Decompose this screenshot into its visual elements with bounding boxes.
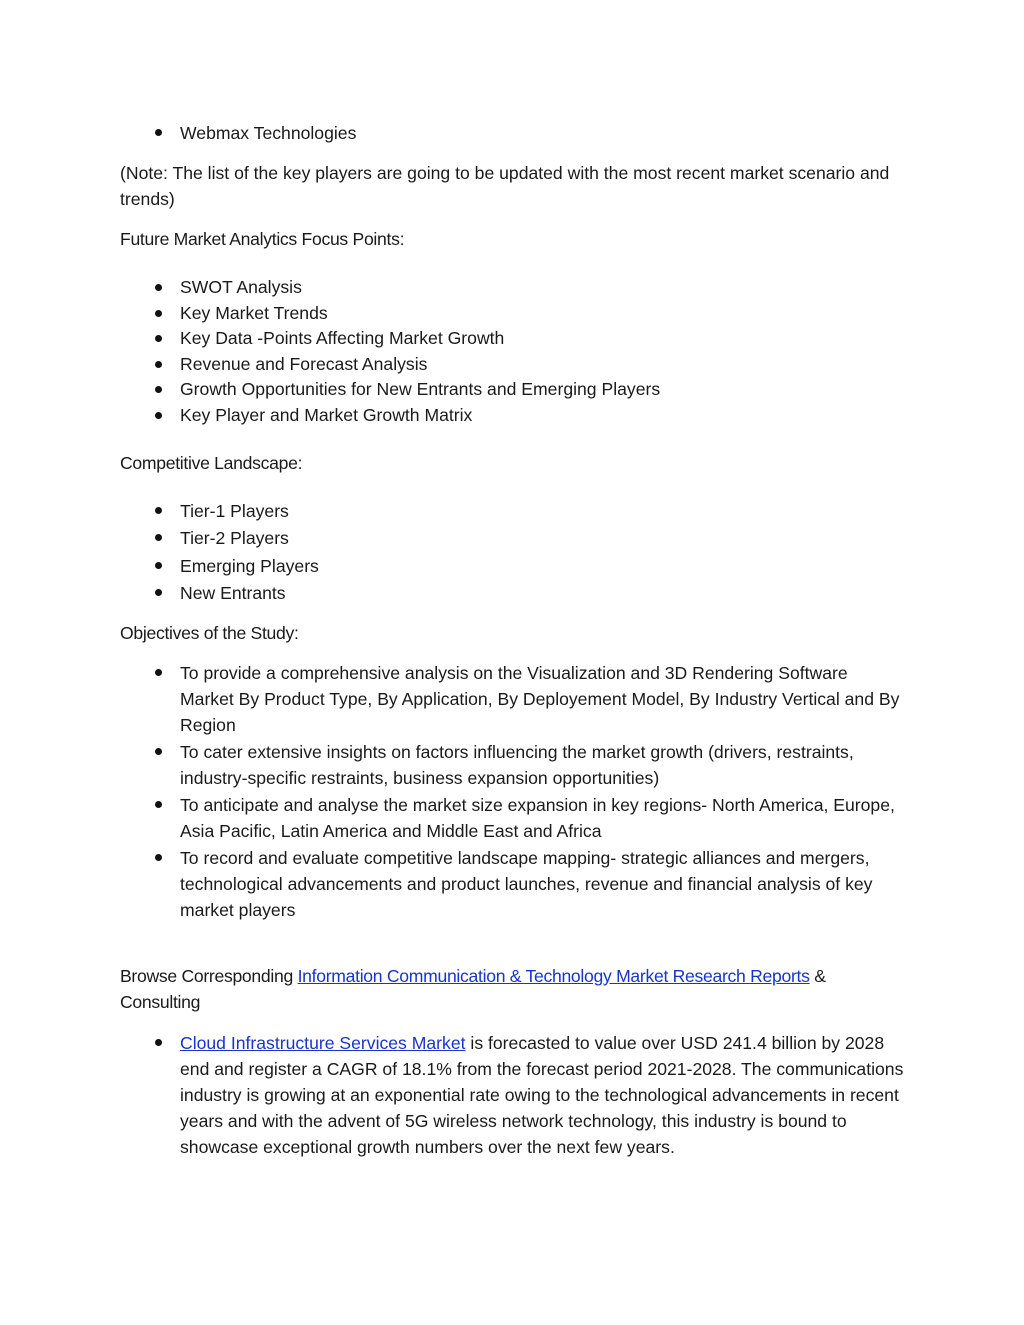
key-players-list bbox=[120, 120, 905, 146]
related-description: is forecasted to value over USD 241.4 billion by 2028 end and register a CAGR of 18.1% from the forecast period 2021-2028. The communications industry is growing at an exponential rate owing to the technological advancements in recent years and with the advent of 5G wireless network technology, this industry is bound to showcase exceptional growth numbers over the next few years. bbox=[180, 1032, 904, 1157]
list-item: New Entrants bbox=[120, 580, 905, 608]
focus-points-heading: Future Market Analytics Focus Points: bbox=[120, 229, 405, 249]
note-paragraph: (Note: The list of the key players are going to be updated with the most recent market scenario and trends) bbox=[120, 163, 890, 209]
list-item: Key Player and Market Growth Matrix bbox=[120, 403, 905, 429]
list-item: Growth Opportunities for New Entrants and Emerging Players bbox=[120, 377, 905, 403]
list-item: Emerging Players bbox=[120, 553, 905, 581]
objectives-heading: Objectives of the Study: bbox=[120, 622, 299, 643]
list-item: To anticipate and analyse the market size expansion in key regions- North America, Europe, Asia Pacific, Latin America and Middle East and Africa bbox=[120, 792, 905, 844]
related-markets-list bbox=[120, 1030, 905, 1160]
list-item: Tier-1 Players bbox=[120, 498, 905, 526]
browse-heading bbox=[120, 963, 905, 1015]
list-item: To record and evaluate competitive landscape mapping- strategic alliances and mergers, technological advancements and product launches, revenue and financial analysis of key market players bbox=[120, 845, 905, 923]
focus-points-list bbox=[120, 275, 905, 429]
list-item: Revenue and Forecast Analysis bbox=[120, 352, 905, 378]
list-item: Webmax Technologies bbox=[120, 120, 905, 146]
list-item: To cater extensive insights on factors influencing the market growth (drivers, restraints, industry-specific restraints, business expansion opportunities) bbox=[120, 739, 905, 791]
list-item: Tier-2 Players bbox=[120, 525, 905, 553]
browse-prefix: Browse Corresponding bbox=[120, 965, 298, 986]
competitive-landscape-heading: Competitive Landscape: bbox=[120, 452, 303, 473]
browse-suffix: & Consulting bbox=[120, 965, 826, 1012]
cloud-infrastructure-link[interactable]: Cloud Infrastructure Services Market bbox=[180, 1032, 466, 1053]
list-item: SWOT Analysis bbox=[120, 275, 905, 301]
list-item: Key Data -Points Affecting Market Growth bbox=[120, 326, 905, 352]
ict-market-reports-link[interactable]: Information Communication & Technology Market Research Reports bbox=[297, 965, 810, 986]
list-item bbox=[120, 1030, 905, 1160]
list-item: Key Market Trends bbox=[120, 301, 905, 327]
competitive-landscape-list bbox=[120, 498, 905, 608]
document-page bbox=[120, 120, 905, 1160]
list-item: To provide a comprehensive analysis on the Visualization and 3D Rendering Software Market By Product Type, By Application, By Deployement Model, By Industry Vertical and By Region bbox=[120, 660, 905, 738]
objectives-list bbox=[120, 660, 905, 923]
